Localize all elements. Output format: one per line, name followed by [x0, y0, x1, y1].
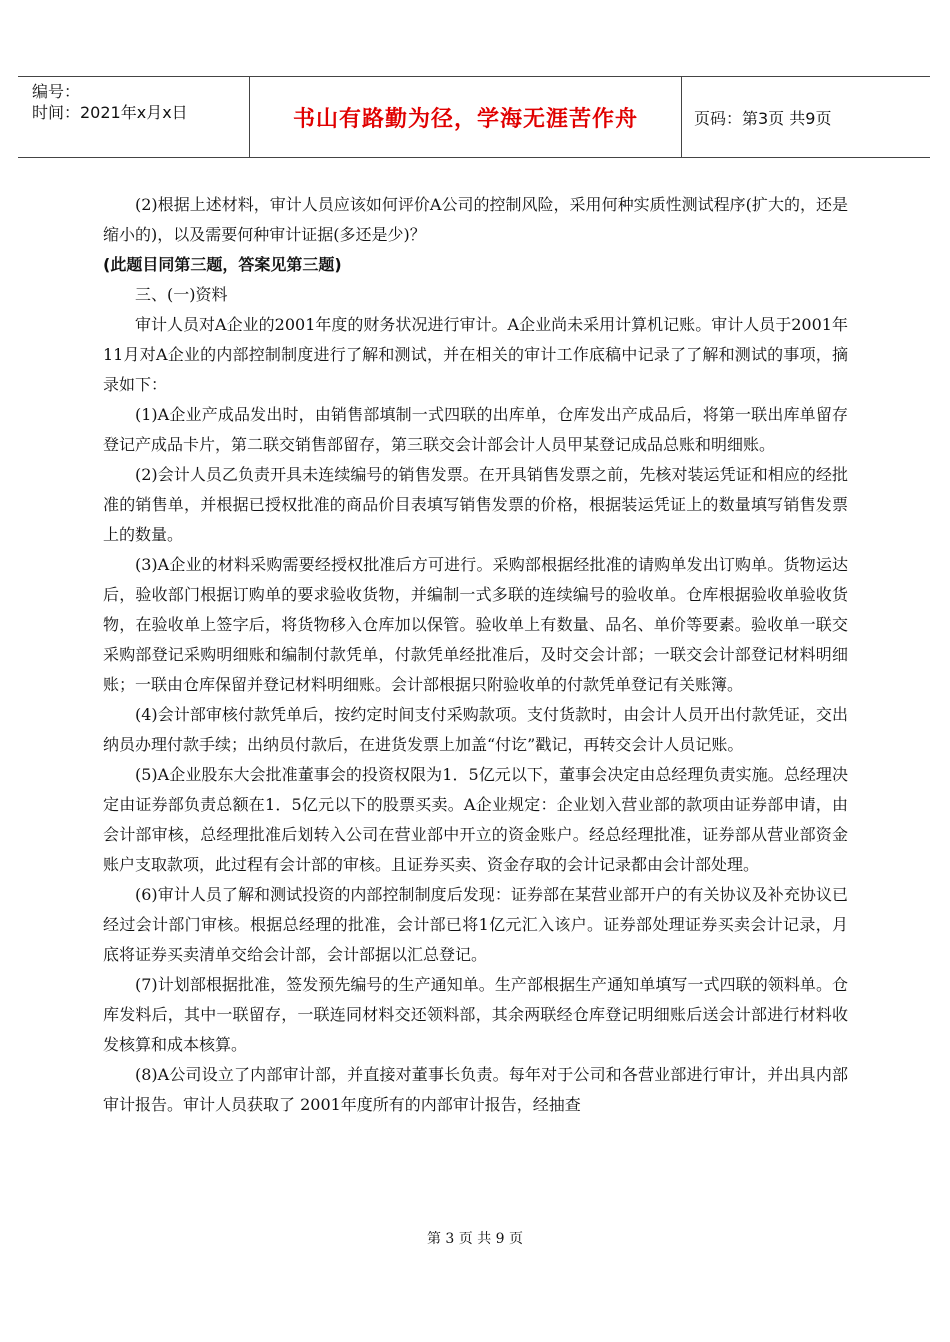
document-time-label: 时间：2021年x月x日: [32, 103, 188, 122]
header-meta: [18, 77, 250, 157]
paragraph: (6)审计人员了解和测试投资的内部控制制度后发现：证券部在某营业部开户的有关协议及补充协议已经过会计部门审核。根据总经理的批准，会计部已将1亿元汇入该户。证券部处理证券买卖会计记录，月底将证券买卖清单交给会计部，会计部据以汇总登记。: [103, 885, 848, 964]
header-motto: 书山有路勤为径，学海无涯苦作舟: [250, 77, 682, 157]
paragraph: 审计人员对A企业的2001年度的财务状况进行审计。A企业尚未采用计算机记账。审计人员于2001年11月对A企业的内部控制制度进行了解和测试，并在相关的审计工作底稿中记录了了解和测试的事项，摘录如下：: [103, 315, 848, 394]
paragraph: (8)A公司设立了内部审计部，并直接对董事长负责。每年对于公司和各营业部进行审计，并出具内部审计报告。审计人员获取了 2001年度所有的内部审计报告，经抽查: [103, 1065, 848, 1114]
paragraph: (4)会计部审核付款凭单后，按约定时间支付采购款项。支付货款时，由会计人员开出付款凭证，交出纳员办理付款手续；出纳员付款后，在进货发票上加盖“付讫”戳记，再转交会计人员记账。: [103, 705, 848, 754]
paragraph: (7)计划部根据批准，签发预先编号的生产通知单。生产部根据生产通知单填写一式四联的领料单。仓库发料后，其中一联留存，一联连同材料交还领料部，其余两联经仓库登记明细账后送会计部进行材料收发核算和成本核算。: [103, 975, 848, 1054]
page-header: [18, 76, 930, 158]
paragraph: (2)会计人员乙负责开具未连续编号的销售发票。在开具销售发票之前，先核对装运凭证和相应的经批准的销售单，并根据已授权批准的商品价目表填写销售发票的价格，根据装运凭证上的数量填写销售发票上的数量。: [103, 465, 848, 544]
paragraph: (1)A企业产成品发出时，由销售部填制一式四联的出库单，仓库发出产成品后，将第一联出库单留存登记产成品卡片，第二联交销售部留存，第三联交会计部会计人员甲某登记成品总账和明细账。: [103, 405, 848, 454]
paragraph: (3)A企业的材料采购需要经授权批准后方可进行。采购部根据经批准的请购单发出订购单。货物运达后，验收部门根据订购单的要求验收货物，并编制一式多联的连续编号的验收单。仓库根据验收单验收货物，在验收单上签字后，将货物移入仓库加以保管。验收单上有数量、品名、单价等要素。验收单一联交采购部登记采购明细账和编制付款凭单，付款凭单经批准后，及时交会计部；一联交会计部登记材料明细账；一联由仓库保留并登记材料明细账。会计部根据只附验收单的付款凭单登记有关账簿。: [103, 555, 848, 694]
paragraph: (2)根据上述材料，审计人员应该如何评价A公司的控制风险，采用何种实质性测试程序(扩大的，还是缩小的)，以及需要何种审计证据(多还是少)？: [103, 195, 848, 244]
paragraph: (5)A企业股东大会批准董事会的投资权限为1．5亿元以下，董事会决定由总经理负责实施。总经理决定由证券部负责总额在1．5亿元以下的股票买卖。A企业规定：企业划入营业部的款项由证券部申请，由会计部审核，总经理批准后划转入公司在营业部中开立的资金账户。经总经理批准，证券部从营业部资金账户支取款项，此过程有会计部的审核。且证券买卖、资金存取的会计记录都由会计部处理。: [103, 765, 848, 874]
page-footer: 第 3 页 共 9 页: [426, 1231, 524, 1247]
header-page-label: 页码：第3页 共9页: [694, 108, 832, 128]
bold-note: (此题目同第三题，答案见第三题): [103, 255, 342, 274]
document-body: [103, 190, 848, 1120]
section-heading: 三、(一)资料: [135, 285, 228, 304]
document-number-label: 编号：: [32, 82, 81, 101]
